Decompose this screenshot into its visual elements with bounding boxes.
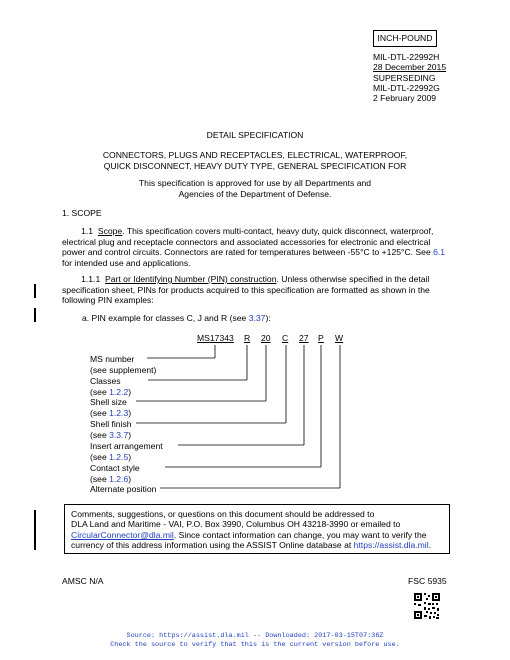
pin-label-ms-number: MS number (see supplement) (90, 354, 157, 375)
old-doc-id: MIL-DTL-22992G (373, 82, 440, 93)
approval-line1: This specification is approved for use by all Departments and (138, 178, 372, 188)
link-6-1[interactable]: 6.1 (433, 247, 446, 258)
inch-pound-label: INCH-POUND (377, 33, 433, 43)
pin-part-contact: P (318, 333, 324, 343)
comments-box: Comments, suggestions, or questions on this document should be addressed to DLA Land and Maritime - VAI, P.O. Box 3990, Columbus OH 43218-3990 or emailed to CircularConnector@dla.mil. Since contact information can change, you may want to verify the currency of this address information using the ASSIST Online database at https://assist.dla.mil. (64, 504, 450, 554)
amsc-label: AMSC N/A (62, 576, 104, 586)
doc-id: MIL-DTL-22992H (373, 52, 440, 62)
verify-line: Check the source to verify that this is the current version before use. (110, 640, 400, 649)
link-1-2-5[interactable]: 1.2.5 (109, 451, 129, 462)
para-1-1-title: Scope (97, 226, 123, 236)
comments-line4: currency of this address information using the ASSIST Online database at (71, 540, 354, 551)
para-1-1-text-a: . This specification covers multi-contact, heavy duty, quick disconnect, waterproof, electrical plug and receptacle connectors and associated accessories for electronic and electrical power and control circuits. Connectors are rated for temperatures between -55°C to +125°C. See (62, 226, 434, 258)
pin-label-shell-finish: Shell finish (see 3.3.7) (90, 419, 132, 440)
pin-part-alternate: W (335, 333, 344, 343)
example-a-text: a. PIN example for classes C, J and R (see (82, 313, 249, 323)
scope-heading: 1. SCOPE (62, 208, 102, 218)
link-3-3-7[interactable]: 3.3.7 (109, 429, 129, 440)
link-1-2-3[interactable]: 1.2.3 (109, 407, 129, 418)
pin-part-insert: 27 (299, 333, 309, 343)
para-1-1-number: 1.1 (81, 226, 94, 236)
spec-title-line1: CONNECTORS, PLUGS AND RECEPTACLES, ELECTRICAL, WATERPROOF, (102, 150, 408, 160)
link-3-37[interactable]: 3.37 (248, 313, 266, 323)
assist-link[interactable]: https://assist.dla.mil (353, 540, 429, 551)
download-notice (0, 632, 510, 650)
link-1-2-6[interactable]: 1.2.6 (109, 473, 129, 484)
superseding-label: SUPERSEDING (373, 72, 436, 83)
pin-label-insert-arrangement: Insert arrangement (see 1.2.5) (90, 441, 163, 462)
comments-line1: Comments, suggestions, or questions on this document should be addressed to (71, 509, 375, 519)
email-link[interactable]: CircularConnector@dla.mil (71, 529, 174, 540)
pin-label-alternate-position: Alternate position (90, 484, 157, 494)
fsc-label: FSC 5935 (408, 576, 447, 586)
old-doc-date: 2 February 2009 (373, 93, 437, 104)
pin-part-shell-finish: C (282, 333, 289, 343)
para-1-1-text-b: for intended use and applications. (62, 257, 191, 268)
para-1-1-1-number: 1.1.1 (81, 274, 101, 284)
example-a-close: ): (265, 313, 271, 323)
doc-date: 28 December 2015 (373, 62, 447, 73)
pin-part-ms: MS17343 (197, 333, 234, 343)
source-line: Source: https://assist.dla.mil -- Downloaded: 2017-03-15T07:36Z (126, 632, 384, 640)
pin-part-shell-size: 20 (261, 333, 271, 343)
spec-title-line2: QUICK DISCONNECT, HEAVY DUTY TYPE, GENERAL SPECIFICATION FOR (103, 160, 407, 171)
comments-line2: DLA Land and Maritime - VAI, P.O. Box 3990, Columbus OH 43218-3990 or emailed to (71, 519, 401, 530)
para-1-1-1-text: . Unless otherwise specified in the detail specification sheet, PINs for products acquired to this specification are formatted as shown in the following PIN examples: (62, 274, 430, 306)
comments-line3: . Since contact information can change, you may want to verify the (173, 529, 427, 540)
link-1-2-2[interactable]: 1.2.2 (109, 386, 129, 397)
spec-kind: DETAIL SPECIFICATION (206, 130, 304, 140)
pin-label-shell-size: Shell size (see 1.2.3) (90, 397, 132, 418)
approval-line2: Agencies of the Department of Defense. (178, 188, 332, 199)
para-1-1-1-title: Part or Identifying Number (PIN) construction (105, 274, 277, 284)
pin-label-classes: Classes (see 1.2.2) (90, 376, 132, 397)
pin-part-class: R (244, 333, 251, 343)
pin-label-contact-style: Contact style (see 1.2.6) (90, 463, 140, 484)
